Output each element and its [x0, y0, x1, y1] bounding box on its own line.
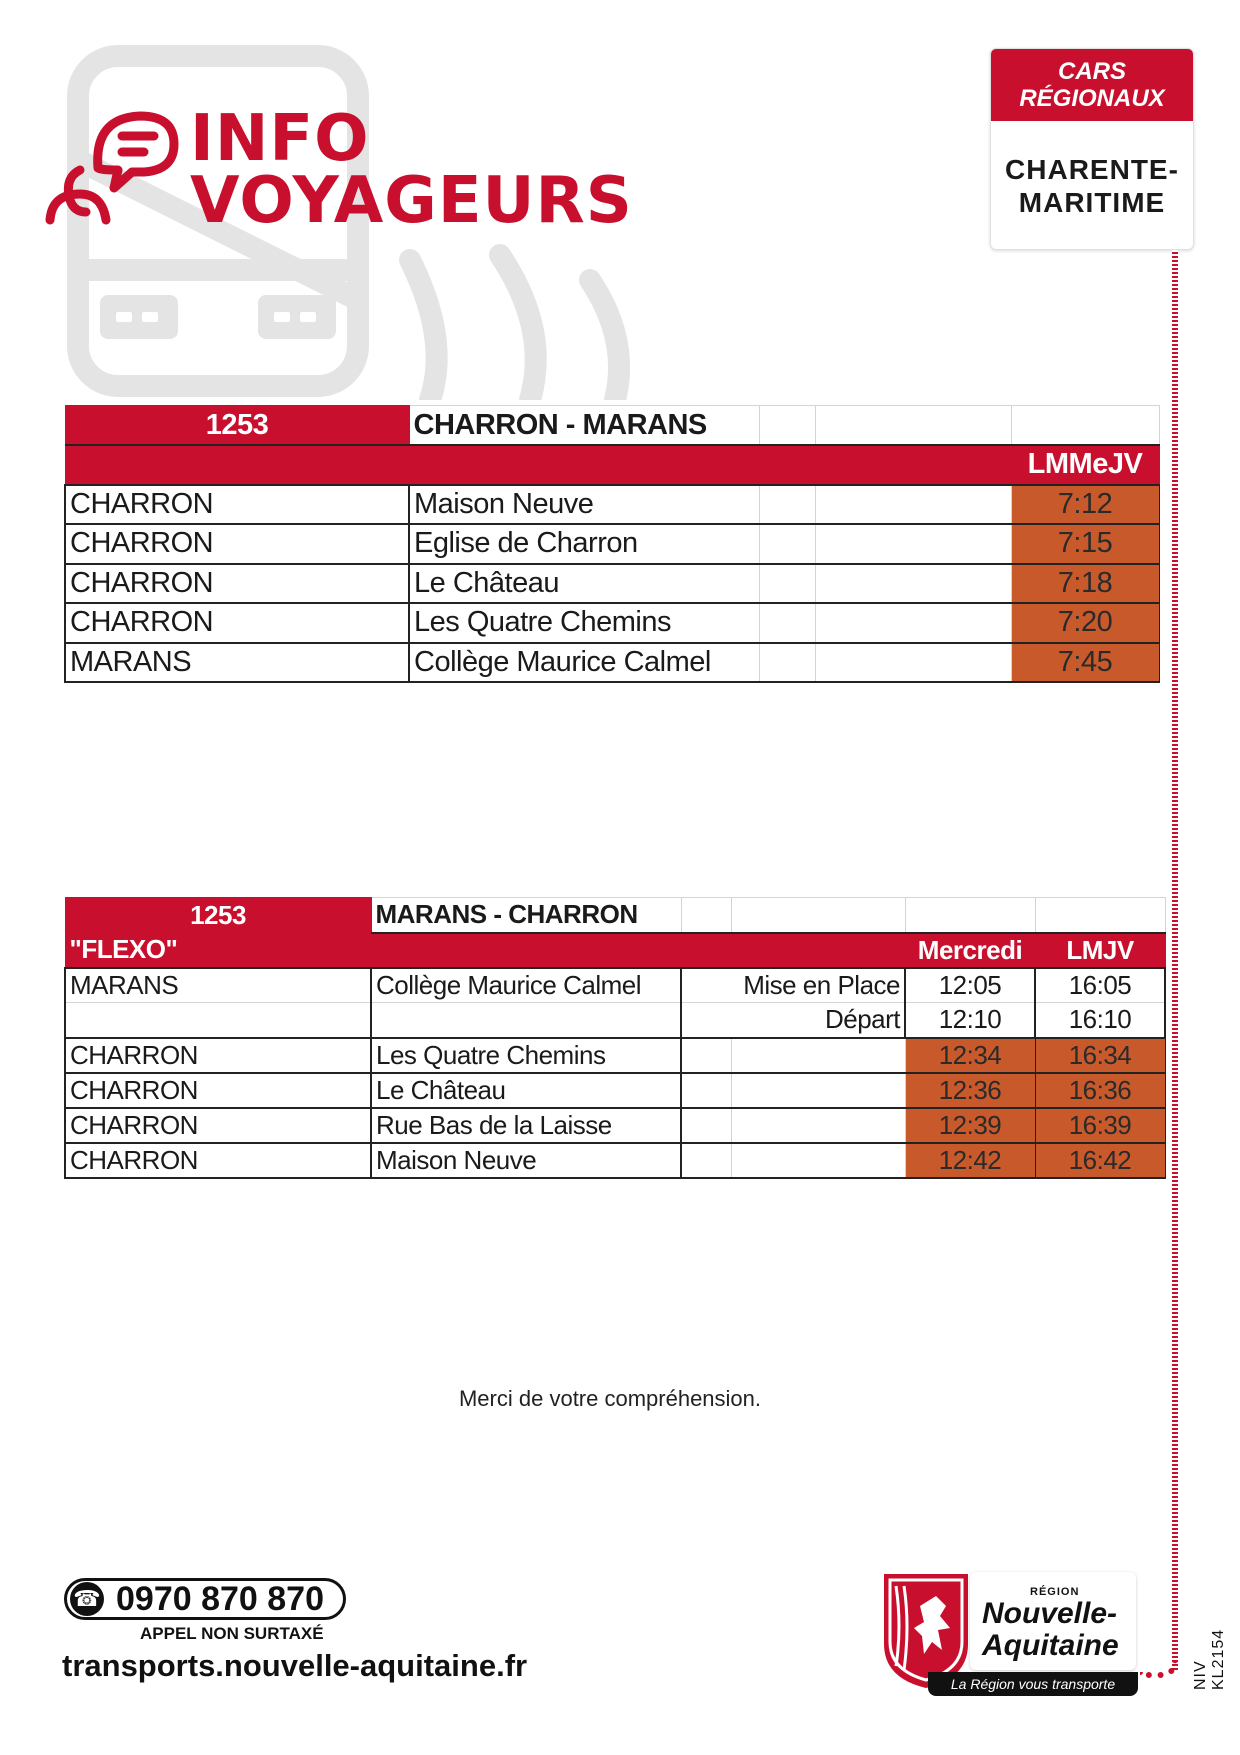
timetable-marans-charron [64, 897, 1166, 1179]
commune: CHARRON [65, 1073, 371, 1108]
commune: CHARRON [65, 564, 409, 604]
commune: CHARRON [65, 1143, 371, 1178]
badge-department [991, 121, 1193, 219]
phone-note: APPEL NON SURTAXÉ [140, 1624, 324, 1643]
badge-bottom-line-2: MARITIME [1018, 187, 1166, 218]
region-name-line-2: Aquitaine [982, 1629, 1119, 1662]
region-name [982, 1598, 1119, 1662]
phone-number[interactable]: 0970 870 870 [116, 1580, 324, 1618]
stop-name: Collège Maurice Calmel [409, 643, 759, 683]
region-name-line-1: Nouvelle- [982, 1597, 1118, 1630]
stop-name: Les Quatre Chemins [371, 1038, 681, 1073]
title-line-1: INFO [190, 102, 370, 176]
days-header-mercredi: Mercredi [905, 933, 1035, 968]
time-cell: 7:12 [1011, 485, 1159, 525]
header-band [371, 933, 905, 968]
phone-icon: ☎ [70, 1582, 104, 1616]
decorative-dotted-hook [1140, 1660, 1178, 1678]
empty-cell [681, 1038, 731, 1073]
line-number: 1253 [65, 898, 371, 933]
empty-cell [815, 524, 1011, 564]
stop-name: Maison Neuve [371, 1143, 681, 1178]
table-row [65, 1038, 1165, 1073]
commune: MARANS [65, 643, 409, 683]
stop-note [731, 1073, 905, 1108]
commune: CHARRON [65, 524, 409, 564]
empty-cell [759, 564, 815, 604]
table-row [65, 968, 1165, 1003]
cars-regionaux-badge [990, 48, 1194, 250]
empty-cell [759, 603, 815, 643]
empty-cell [1035, 898, 1165, 933]
stop-name: Maison Neuve [409, 485, 759, 525]
time-cell: 12:10 [905, 1003, 1035, 1038]
website-link[interactable]: transports.nouvelle-aquitaine.fr [62, 1648, 528, 1683]
time-cell: 12:34 [905, 1038, 1035, 1073]
stop-name: Les Quatre Chemins [409, 603, 759, 643]
time-cell: 12:39 [905, 1108, 1035, 1143]
time-cell: 7:18 [1011, 564, 1159, 604]
stop-name: Le Château [409, 564, 759, 604]
badge-header [991, 49, 1193, 121]
empty-cell [815, 564, 1011, 604]
time-cell: 16:34 [1035, 1038, 1165, 1073]
table-row [65, 1003, 1165, 1038]
document-reference: NIV KL2154 [1192, 1628, 1227, 1690]
empty-cell [759, 406, 815, 446]
empty-cell [731, 898, 905, 933]
table-row [65, 564, 1159, 604]
time-cell: 12:36 [905, 1073, 1035, 1108]
flexo-label: "FLEXO" [65, 933, 371, 968]
time-cell: 7:45 [1011, 643, 1159, 683]
empty-cell [759, 643, 815, 683]
time-cell: 16:10 [1035, 1003, 1165, 1038]
table-row [65, 485, 1159, 525]
commune: CHARRON [65, 1038, 371, 1073]
empty-cell [815, 643, 1011, 683]
badge-top-line-1: CARS [1057, 58, 1126, 85]
table-row [65, 1073, 1165, 1108]
stop-name: Rue Bas de la Laisse [371, 1108, 681, 1143]
info-voyageurs-title [190, 102, 633, 238]
time-cell: 12:05 [905, 968, 1035, 1003]
empty-cell [905, 898, 1035, 933]
days-header-lmjv: LMJV [1035, 933, 1165, 968]
badge-bottom-line-1: CHARENTE- [1005, 154, 1179, 185]
empty-cell [681, 898, 731, 933]
stop-note: Départ [681, 1003, 905, 1038]
empty-cell [815, 485, 1011, 525]
route-title: CHARRON - MARANS [409, 406, 759, 446]
decorative-dotted-rule [1172, 250, 1178, 1670]
time-cell: 16:36 [1035, 1073, 1165, 1108]
empty-cell [681, 1108, 731, 1143]
timetable-charron-marans [64, 405, 1160, 683]
route-title: MARANS - CHARRON [371, 898, 681, 933]
empty-cell [815, 406, 1011, 446]
table-row [65, 524, 1159, 564]
stop-name [371, 1003, 681, 1038]
commune: CHARRON [65, 485, 409, 525]
time-cell: 16:39 [1035, 1108, 1165, 1143]
region-label: RÉGION [1030, 1586, 1080, 1598]
table-row [65, 603, 1159, 643]
badge-top-line-2: RÉGIONAUX [1019, 85, 1165, 112]
empty-cell [681, 1143, 731, 1178]
table-row [65, 1143, 1165, 1178]
table-row [65, 1108, 1165, 1143]
speech-bubble-person-icon [40, 108, 180, 228]
time-cell: 16:05 [1035, 968, 1165, 1003]
commune: MARANS [65, 968, 371, 1003]
empty-cell [815, 603, 1011, 643]
table-row [65, 643, 1159, 683]
days-header: LMMeJV [1011, 445, 1159, 485]
thank-you-message: Merci de votre compréhension. [458, 1386, 762, 1411]
time-cell: 7:20 [1011, 603, 1159, 643]
commune [65, 1003, 371, 1038]
title-line-2: VOYAGEURS [190, 164, 633, 238]
stop-note [731, 1038, 905, 1073]
region-tagline: La Région vous transporte [928, 1672, 1138, 1696]
stop-name: Eglise de Charron [409, 524, 759, 564]
header-band [65, 445, 1011, 485]
time-cell: 7:15 [1011, 524, 1159, 564]
empty-cell [681, 1073, 731, 1108]
commune: CHARRON [65, 603, 409, 643]
time-cell: 12:42 [905, 1143, 1035, 1178]
commune: CHARRON [65, 1108, 371, 1143]
stop-name: Le Château [371, 1073, 681, 1108]
stop-note: Mise en Place [681, 968, 905, 1003]
stop-name: Collège Maurice Calmel [371, 968, 681, 1003]
empty-cell [759, 524, 815, 564]
empty-cell [1011, 406, 1159, 446]
stop-note [731, 1143, 905, 1178]
time-cell: 16:42 [1035, 1143, 1165, 1178]
stop-note [731, 1108, 905, 1143]
line-number: 1253 [65, 406, 409, 446]
empty-cell [759, 485, 815, 525]
